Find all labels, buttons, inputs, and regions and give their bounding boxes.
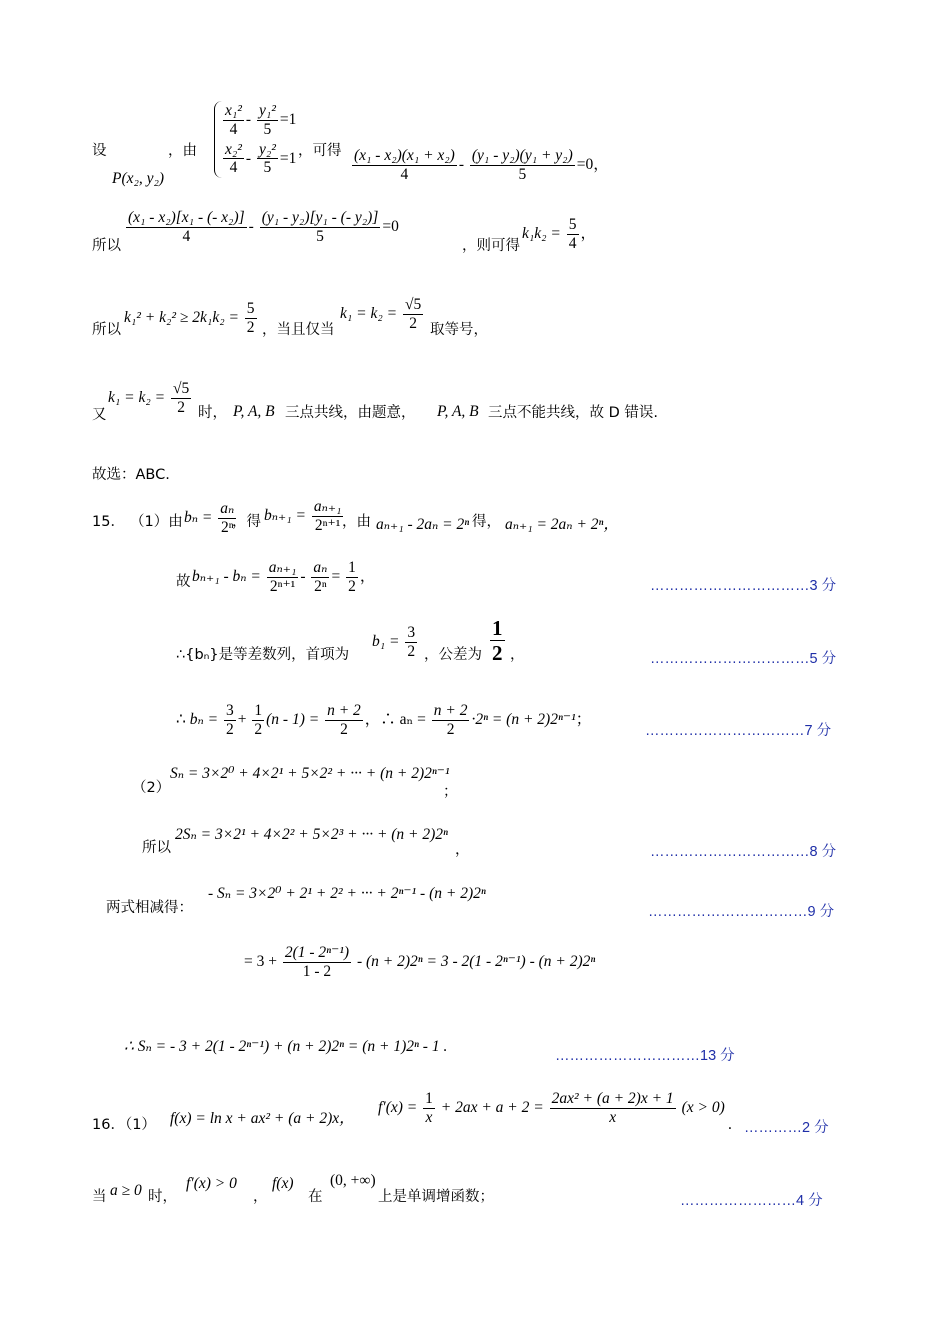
when-text: 时， — [198, 405, 227, 421]
big-one: 1 — [492, 616, 503, 640]
denom: 5 — [263, 159, 272, 177]
when-prefix: 当 — [92, 1189, 107, 1205]
sn-final: ∴ Sₙ = - 3 + 2(1 - 2ⁿ⁻¹) + (n + 2)2ⁿ = (n + 1)2ⁿ - 1 . — [124, 1038, 448, 1055]
at-word: 在 — [308, 1189, 323, 1205]
k-eq: k₁ = k₂ = — [340, 304, 398, 322]
inequality — [124, 300, 259, 337]
score-8: ……………………………8 分 — [650, 844, 837, 860]
five: 5 — [568, 216, 577, 233]
denom: 5 — [316, 227, 324, 245]
f-definition: f(x) = ln x + ax² + (a + 2)x， — [170, 1110, 355, 1127]
fp-num: 2ax² + (a + 2)x + 1 — [551, 1090, 674, 1107]
n-plus-2: n + 2 — [327, 702, 361, 719]
score-5: ……………………………5 分 — [650, 651, 837, 667]
fp-lhs: f′(x) = — [378, 1098, 418, 1116]
score-2: …………2 分 — [744, 1120, 829, 1136]
five: 5 — [246, 300, 255, 317]
increasing-text: 上是单调增函数； — [378, 1189, 494, 1205]
eq3-tail: - (n + 2)2ⁿ = 3 - 2(1 - 2ⁿ⁻¹) - (n + 2)2ⁿ — [356, 952, 596, 970]
an-formula: ·2ⁿ = (n + 2)2ⁿ⁻¹ — [471, 710, 576, 728]
then-get: ，则可得 — [462, 238, 520, 254]
get-1: ，得 — [232, 514, 261, 530]
p15-number: 15． — [92, 514, 125, 530]
denom: 4 — [400, 165, 409, 183]
so-prefix-3: 所以 — [142, 840, 171, 856]
hyperbola-system: $\frac{\text{x₁²}}{4}$ - $\frac{\text{y₁²}}{5}$ =1 $\frac{\text{x₂²}}{4}$ - $\frac{\text{y₂²}}{5}$ =1 — [214, 101, 296, 178]
plus: + — [237, 710, 247, 728]
one: 1 — [254, 702, 263, 719]
x: x — [425, 1108, 433, 1126]
diff-num-x: (x₁ - x₂)(x₁ + x₂) — [354, 147, 455, 164]
two-n1: 2ⁿ⁺¹ — [269, 577, 296, 595]
interval: (0, +∞) — [330, 1172, 376, 1189]
bn1: bₙ₊₁ = — [264, 506, 306, 524]
two: 2 — [340, 720, 348, 738]
score-9: ……………………………9 分 — [648, 904, 835, 920]
so-prefix-2: 所以 — [92, 322, 121, 338]
four: 4 — [568, 234, 577, 252]
sn-sum: Sₙ = 3×2⁰ + 4×2¹ + 5×2² + ··· + (n + 2)2ⁿ⁻¹ — [170, 765, 450, 782]
p15-part2: （2） — [132, 780, 171, 796]
b1: b₁ = — [372, 632, 400, 650]
denom: 4 — [229, 120, 238, 138]
first-term — [372, 624, 419, 661]
two-n1: 2ⁿ⁺¹ — [314, 516, 341, 534]
denom: 5 — [518, 165, 527, 183]
geo-den: 1 - 2 — [302, 962, 332, 980]
sys-eq1-a: x₁² — [225, 102, 242, 119]
take-eq: 取等号， — [430, 322, 488, 338]
recurrence: aₙ₊₁ - 2aₙ = 2ⁿ — [376, 516, 470, 533]
f-on: f(x) — [272, 1175, 294, 1192]
fp-positive: f′(x) > 0 — [186, 1175, 237, 1192]
bn-def: bₙ = — [184, 508, 213, 526]
so1-num-y: (y₁ - y₂)[y₁ - (- y₂)] — [261, 209, 379, 226]
p16-number: 16．（1） — [92, 1117, 156, 1133]
an1: aₙ₊₁ — [268, 559, 297, 576]
get-2: 得， — [472, 514, 501, 530]
f-derivative — [378, 1090, 725, 1127]
common-diff-label: ，公差为 — [424, 647, 482, 663]
an: aₙ — [313, 559, 328, 576]
comma: ， — [455, 842, 470, 858]
two: 2 — [246, 318, 255, 336]
difference-equation: $\frac{\text{(x₁ - x₂)(x₁ + x₂)}}{4}$ - $\frac{\text{(y₁ - y₂)(y₁ + y₂)}}{5}$ =0， — [354, 147, 609, 183]
so-prefix: 故 — [176, 574, 191, 590]
score-4: ……………………4 分 — [680, 1193, 823, 1209]
so-prefix-1: 所以 — [92, 238, 121, 254]
semicolon: ； — [575, 710, 592, 728]
two: 2 — [226, 720, 234, 738]
bn-formula — [176, 702, 591, 739]
three: 3 — [226, 702, 234, 719]
comma: ， — [510, 647, 525, 663]
sys-eq2-b: y₂² — [258, 140, 276, 158]
bn-lhs: bₙ = — [189, 710, 219, 728]
two: 2 — [446, 720, 455, 738]
p15-part1: （1）由 — [130, 514, 183, 530]
domain-cond: (x > 0) — [681, 1098, 725, 1116]
score-3: ……………………………3 分 — [650, 578, 837, 594]
recurrence-2: aₙ₊₁ = 2aₙ + 2ⁿ， — [505, 516, 619, 533]
denom: 4 — [182, 227, 191, 245]
k1k2-label: k₁k₂ = — [522, 224, 561, 242]
geometric-sum — [244, 944, 595, 981]
time-word: 时， — [148, 1189, 177, 1205]
an1: aₙ₊₁ — [313, 498, 342, 515]
two: 2 — [177, 398, 185, 416]
eq-zero: =0 — [576, 155, 594, 173]
point-p: P(x₂, y₂) — [112, 170, 165, 187]
big-two: 2 — [492, 641, 503, 666]
x: x — [609, 1108, 617, 1126]
n-minus-1: (n - 1) = — [266, 710, 320, 728]
common-diff-value — [488, 616, 507, 665]
neg-sn: - Sₙ = 3×2⁰ + 2¹ + 2² + ··· + 2ⁿ⁻¹ - (n + 2)2ⁿ — [208, 885, 486, 902]
difference-bn: bₙ₊₁ - bₙ = $\frac{\text{aₙ₊₁}}{\text{2ⁿ⁺¹}}$ - $\frac{\text{aₙ}}{\text{2ⁿ}}$ = $\frac{1}{2}$ ， — [192, 559, 376, 595]
three: 3 — [407, 624, 416, 641]
collinear-text: 三点共线，由题意， — [285, 405, 416, 421]
sqrt5: √5 — [172, 380, 190, 397]
ineq-expr: k₁² + k₂² ≥ 2k₁k₂ = — [124, 308, 239, 326]
score-7: ……………………………7 分 — [645, 723, 832, 739]
comma: ， — [253, 1189, 268, 1205]
not-collinear-text: 三点不能共线，故 D 错误. — [488, 405, 658, 421]
period: . — [728, 1116, 732, 1133]
eq3: = 3 + — [244, 952, 277, 970]
bn-definition — [184, 500, 238, 537]
an: aₙ — [220, 500, 235, 517]
a-ge-zero: a ≥ 0 — [110, 1182, 142, 1199]
two-sn-sum: 2Sₙ = 3×2¹ + 4×2² + 5×2³ + ··· + (n + 2)2ⁿ — [175, 826, 448, 843]
therefore: ∴ — [176, 710, 186, 728]
set-prefix: 设 — [92, 143, 107, 159]
also-prefix: 又 — [92, 407, 107, 423]
two: 2 — [407, 642, 416, 660]
denom: 5 — [263, 120, 272, 138]
fp-mid: + 2ax + a + 2 = — [440, 1098, 544, 1116]
slope-product: k₁k₂ = $\frac{5}{4}$ ， — [522, 216, 597, 252]
two: 2 — [409, 314, 417, 332]
seq-statement: ∴{bₙ}是等差数列，首项为 — [176, 647, 350, 663]
semicolon: ； — [443, 784, 458, 800]
sys-eq1-b: y₁² — [258, 102, 276, 119]
answer-line: 故选：ABC. — [92, 467, 170, 483]
bn1-definition — [264, 498, 345, 535]
one: 1 — [425, 1090, 433, 1107]
can-get: ，可得 — [298, 143, 342, 159]
minus: - — [300, 567, 306, 585]
by-2: ，由 — [342, 514, 371, 530]
subtract-text: 两式相减得： — [106, 900, 193, 916]
denom: 4 — [229, 159, 238, 177]
sqrt5: √5 — [404, 296, 422, 313]
n-plus-2: n + 2 — [433, 702, 468, 719]
so1-num-x: (x₁ - x₂)[x₁ - (- x₂)] — [128, 209, 245, 226]
iff-text: ，当且仅当 — [262, 322, 335, 338]
eq-one: =1 — [279, 149, 297, 167]
two-n: 2ⁿ — [314, 577, 327, 595]
sys-eq2-a: x₂² — [225, 140, 242, 158]
diff-lhs: bₙ₊₁ - bₙ = — [192, 567, 261, 585]
midpoint-equation: $\frac{\text{(x₁ - x₂)[x₁ - (- x₂)]}}{4}$ - $\frac{\text{(y₁ - y₂)[y₁ - (- y₂)]}}{5}$ =0 — [128, 209, 399, 245]
comma: ， — [359, 567, 376, 585]
equal-slopes — [108, 380, 193, 417]
pab-1: P, A, B — [233, 403, 275, 420]
by-word: ，由 — [168, 143, 197, 159]
two-n: 2ⁿ — [220, 518, 234, 536]
diff-num-y: (y₁ - y₂)(y₁ + y₂) — [471, 147, 573, 164]
eq-zero: =0 — [382, 217, 399, 235]
eq-one: =1 — [279, 110, 297, 128]
two: 2 — [254, 720, 263, 738]
two: 2 — [348, 577, 356, 595]
an-label: ，∴ aₙ = — [364, 710, 426, 728]
score-13: …………………………13 分 — [555, 1048, 735, 1064]
geo-num: 2(1 - 2ⁿ⁻¹) — [284, 944, 350, 961]
pab-2: P, A, B — [437, 403, 479, 420]
k-eq: k₁ = k₂ = — [108, 388, 166, 406]
one: 1 — [348, 559, 356, 576]
equality-condition — [340, 296, 425, 333]
